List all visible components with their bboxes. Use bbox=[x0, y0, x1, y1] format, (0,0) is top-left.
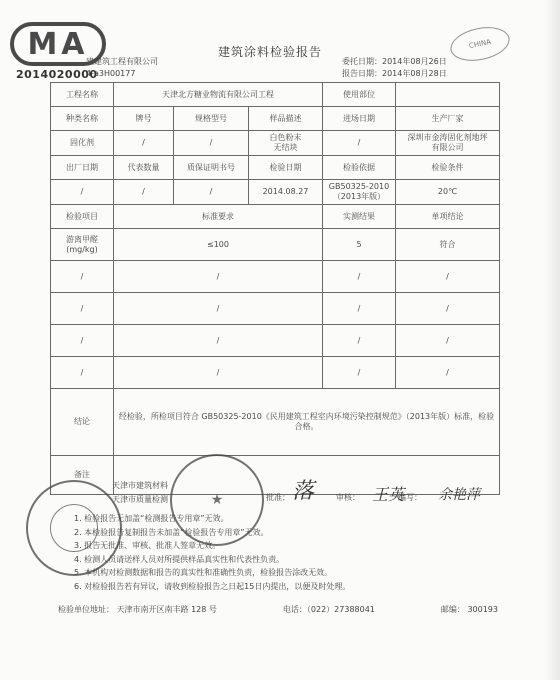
empty-cell: / bbox=[323, 293, 396, 325]
cell-kind: 固化剂 bbox=[51, 131, 114, 156]
col-quantity: 代表数量 bbox=[114, 156, 174, 180]
inspection-table bbox=[50, 82, 500, 495]
note-item: 1. 检验报告无加盖“检测报告专用章”无效。 bbox=[74, 514, 229, 523]
empty-cell: / bbox=[396, 261, 500, 293]
empty-cell: / bbox=[396, 325, 500, 357]
conclusion-text: 经检验，所检项目符合 GB50325-2010《民用建筑工程室内环境污染控制规范》（2013年版）标准，检验合格。 bbox=[114, 389, 500, 456]
col-warranty: 质保证明书号 bbox=[174, 156, 249, 180]
empty-cell: / bbox=[396, 357, 500, 389]
col-test-date: 检验日期 bbox=[249, 156, 323, 180]
col-entry-date: 进场日期 bbox=[323, 107, 396, 131]
usage-value bbox=[396, 83, 500, 107]
footer-address: 检验单位地址： 天津市南开区南丰路 128 号 bbox=[58, 605, 217, 614]
usage-label: 使用部位 bbox=[323, 83, 396, 107]
col-kind: 种类名称 bbox=[51, 107, 114, 131]
col-spec: 规格型号 bbox=[174, 107, 249, 131]
note-item: 6. 对检验报告若有异议，请收到检验报告之日起15日内提出，以便及时处理。 bbox=[74, 581, 351, 591]
cell-test-date: 2014.08.27 bbox=[249, 180, 323, 205]
col-result: 实测结果 bbox=[323, 205, 396, 229]
auditor-signature: 王英 bbox=[372, 485, 405, 504]
col-sample: 样品描述 bbox=[249, 107, 323, 131]
cell-result: 5 bbox=[323, 229, 396, 261]
cell-sample: 白色粉末 无结块 bbox=[249, 131, 323, 156]
cell-verdict: 符合 bbox=[396, 229, 500, 261]
project-label: 工程名称 bbox=[51, 83, 114, 107]
empty-cell: / bbox=[51, 293, 114, 325]
editor-label: 编写： bbox=[398, 493, 422, 502]
empty-cell: / bbox=[323, 357, 396, 389]
col-factory-date: 出厂日期 bbox=[51, 156, 114, 180]
empty-cell: / bbox=[323, 325, 396, 357]
commission-date: 委托日期：2014年08月26日 bbox=[342, 57, 447, 66]
empty-cell: / bbox=[51, 357, 114, 389]
empty-cell: / bbox=[51, 261, 114, 293]
cert-number: 2014020000 bbox=[16, 68, 98, 81]
cnas-stamp bbox=[447, 22, 512, 66]
note-item: 5. 本机构对检测数据和报告的真实性和准确性负责，检验报告涂改无效。 bbox=[74, 568, 333, 578]
editor-signature: 余艳萍 bbox=[438, 487, 480, 503]
lab-name-line1: 天津市建筑材料 bbox=[112, 481, 168, 490]
approve-label: 批准： bbox=[266, 493, 290, 502]
note-item: 2. 本检验报告复制报告未加盖“检验报告专用章”无效。 bbox=[74, 527, 269, 537]
empty-cell: / bbox=[114, 261, 323, 293]
cell-item: 游离甲醛 (mg/kg) bbox=[51, 229, 114, 261]
cell-quantity: / bbox=[114, 180, 174, 205]
empty-cell: / bbox=[323, 261, 396, 293]
note-item: 3. 报告无批准、审核、批准人签章无效。 bbox=[74, 541, 221, 551]
cell-factory-date: / bbox=[51, 180, 114, 205]
cell-brand: / bbox=[114, 131, 174, 156]
cell-entry-date: / bbox=[323, 131, 396, 156]
cell-warranty: / bbox=[174, 180, 249, 205]
ma-logo: MA bbox=[10, 22, 106, 66]
cell-conditions: 20℃ bbox=[396, 180, 500, 205]
col-item: 检验项目 bbox=[51, 205, 114, 229]
empty-cell: / bbox=[114, 293, 323, 325]
col-verdict: 单项结论 bbox=[396, 205, 500, 229]
empty-cell: / bbox=[114, 325, 323, 357]
empty-cell: / bbox=[114, 357, 323, 389]
footer-phone: 电话：（022）27388041 bbox=[282, 605, 375, 614]
col-manufacturer: 生产厂家 bbox=[396, 107, 500, 131]
col-basis: 检验依据 bbox=[323, 156, 396, 180]
project-value: 天津北方糖业物流有限公司工程 bbox=[114, 83, 323, 107]
col-standard: 标准要求 bbox=[114, 205, 323, 229]
cell-standard: ≤100 bbox=[114, 229, 323, 261]
page-edge bbox=[544, 0, 560, 680]
empty-cell: / bbox=[396, 293, 500, 325]
lab-name-line2: 天津市质量检测 bbox=[112, 495, 168, 504]
star-icon: ★ bbox=[210, 492, 224, 508]
col-conditions: 检验条件 bbox=[396, 156, 500, 180]
conclusion-label: 结论 bbox=[51, 389, 114, 456]
report-title: 建筑涂料检验报告 bbox=[218, 45, 323, 59]
audit-label: 审核： bbox=[336, 493, 360, 502]
remark-label: 备注 bbox=[51, 456, 114, 495]
note-item: 4. 检测人员请送样人员对所提供样品真实性和代表性负责。 bbox=[74, 554, 285, 564]
cell-basis: GB50325-2010 （2013年版） bbox=[323, 180, 396, 205]
client-name: 建建筑工程有限公司 bbox=[86, 57, 158, 66]
footer bbox=[58, 604, 498, 615]
empty-cell: / bbox=[51, 325, 114, 357]
col-brand: 牌号 bbox=[114, 107, 174, 131]
cell-spec: / bbox=[174, 131, 249, 156]
cell-manufacturer: 深圳市金涛固化剂地坪 有限公司 bbox=[396, 131, 500, 156]
notes-list bbox=[74, 512, 350, 594]
stamp-text: CHINA bbox=[468, 37, 492, 51]
approver-signature: 落 bbox=[292, 479, 315, 504]
report-date: 报告日期：2014年08月28日 bbox=[342, 69, 447, 78]
footer-postcode: 邮编： 300193 bbox=[440, 605, 498, 614]
cert-code: 4-a3H00177 bbox=[86, 69, 136, 78]
